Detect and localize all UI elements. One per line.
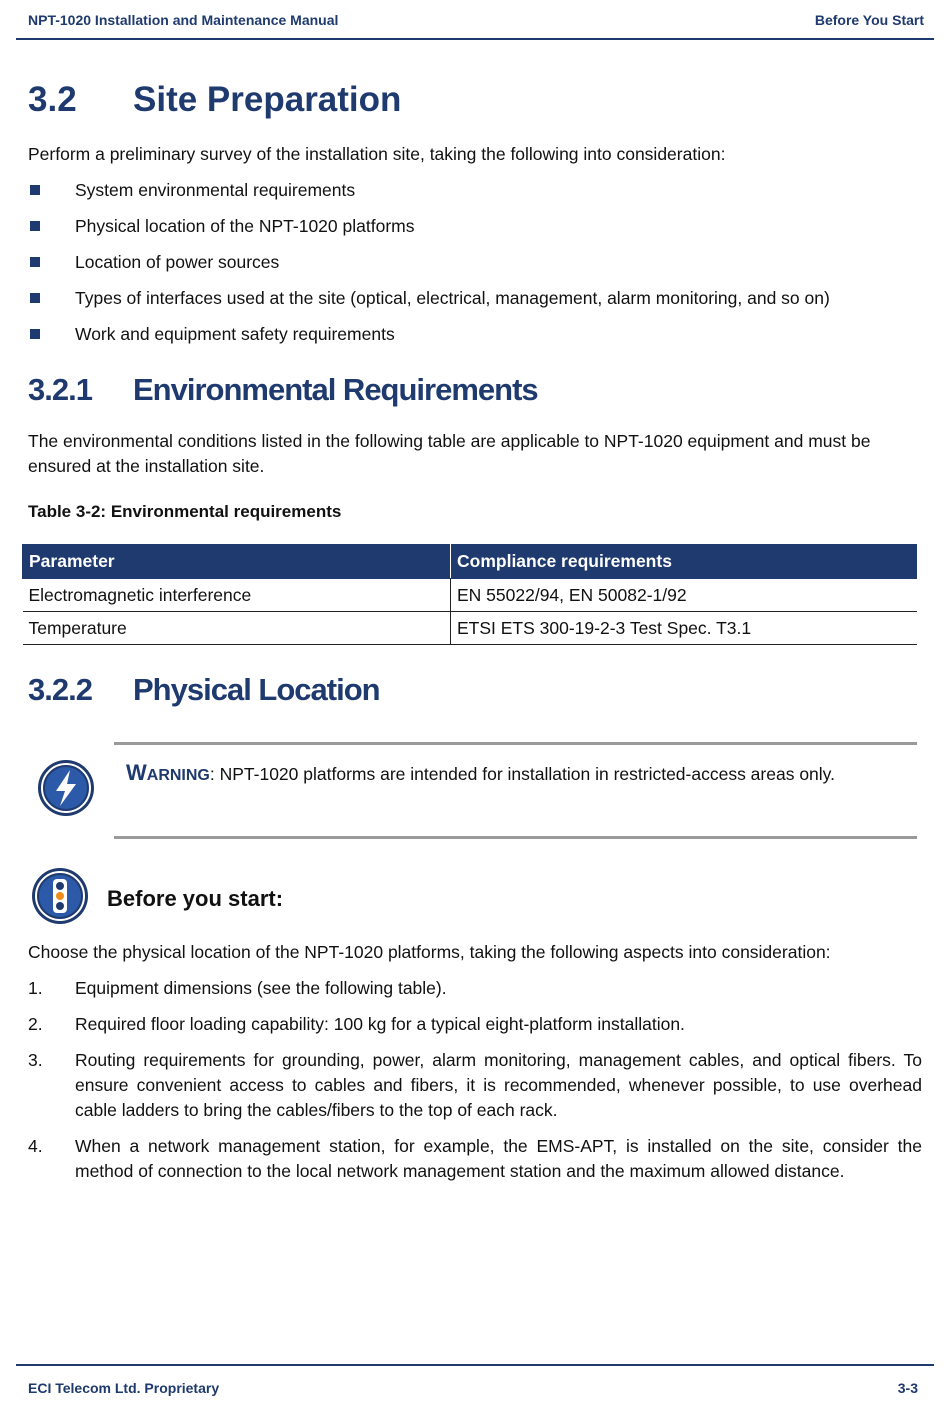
warning-label: WARNING [126,760,210,785]
page-header [16,10,934,40]
list-item: 4. When a network management station, for example, the EMS-APT, is installed on the site, consider the method of connection to the local network management station and the maximum allowed distance. [28,1136,922,1181]
physical-number: 3.2.2 [28,672,92,707]
column-header: Compliance requirements [451,545,917,579]
lightning-bolt-icon [36,758,96,818]
physical-title: Physical Location [133,672,380,707]
environmental-table [22,544,917,645]
list-item: 3. Routing requirements for grounding, power, alarm monitoring, management cables, and optical fibers. To ensure convenient access to cables and fibers, it is recommended, whenever possible, to use overhead cable ladders to bring the cables/fibers to the top of each rack. [28,1050,922,1120]
header-chapter: Before You Start [814,12,924,28]
square-bullet-icon [30,257,40,267]
env-number: 3.2.1 [28,372,92,407]
square-bullet-icon [30,221,40,231]
square-bullet-icon [30,185,40,195]
env-heading [28,372,538,408]
section-intro: Perform a preliminary survey of the installation site, taking the following into consideration: [28,144,726,164]
warning-top-rule [114,742,917,745]
warning-note [126,760,835,786]
section-number: 3.2 [28,80,77,119]
table-cell: ETSI ETS 300-19-2-3 Test Spec. T3.1 [451,612,917,645]
table-header-row [23,545,917,579]
table-row [23,612,917,645]
footer-rule [16,1364,934,1366]
before-start-title: Before you start: [107,886,284,911]
traffic-light-icon [30,866,90,926]
physical-intro: Choose the physical location of the NPT-1020 platforms, taking the following aspects into consideration: [28,942,831,962]
section-title: Site Preparation [133,80,402,119]
list-item: 1. Equipment dimensions (see the following table). [28,978,447,998]
table-cell: EN 55022/94, EN 50082-1/92 [451,579,917,612]
env-text: The environmental conditions listed in the following table are applicable to NPT-1020 equipment and must be ensured at the installation site. [28,431,871,476]
square-bullet-icon [30,293,40,303]
warning-bottom-rule [114,836,917,839]
physical-heading [28,672,380,708]
table-row [23,579,917,612]
page-number: 3-3 [897,1380,918,1396]
env-title: Environmental Requirements [133,372,538,407]
column-header: Parameter [23,545,451,579]
table-caption: Table 3-2: Environmental requirements [28,502,342,521]
table-cell: Temperature [23,612,451,645]
header-manual-title: NPT-1020 Installation and Maintenance Manual [28,12,339,28]
table-cell: Electromagnetic interference [23,579,451,612]
warning-text: : NPT-1020 platforms are intended for installation in restricted-access areas only. [209,764,835,784]
footer-proprietary: ECI Telecom Ltd. Proprietary [28,1380,220,1396]
aspects-list [28,976,922,1195]
section-heading [28,80,401,120]
square-bullet-icon [30,329,40,339]
list-item: 2. Required floor loading capability: 100 kg for a typical eight-platform installation. [28,1014,685,1034]
